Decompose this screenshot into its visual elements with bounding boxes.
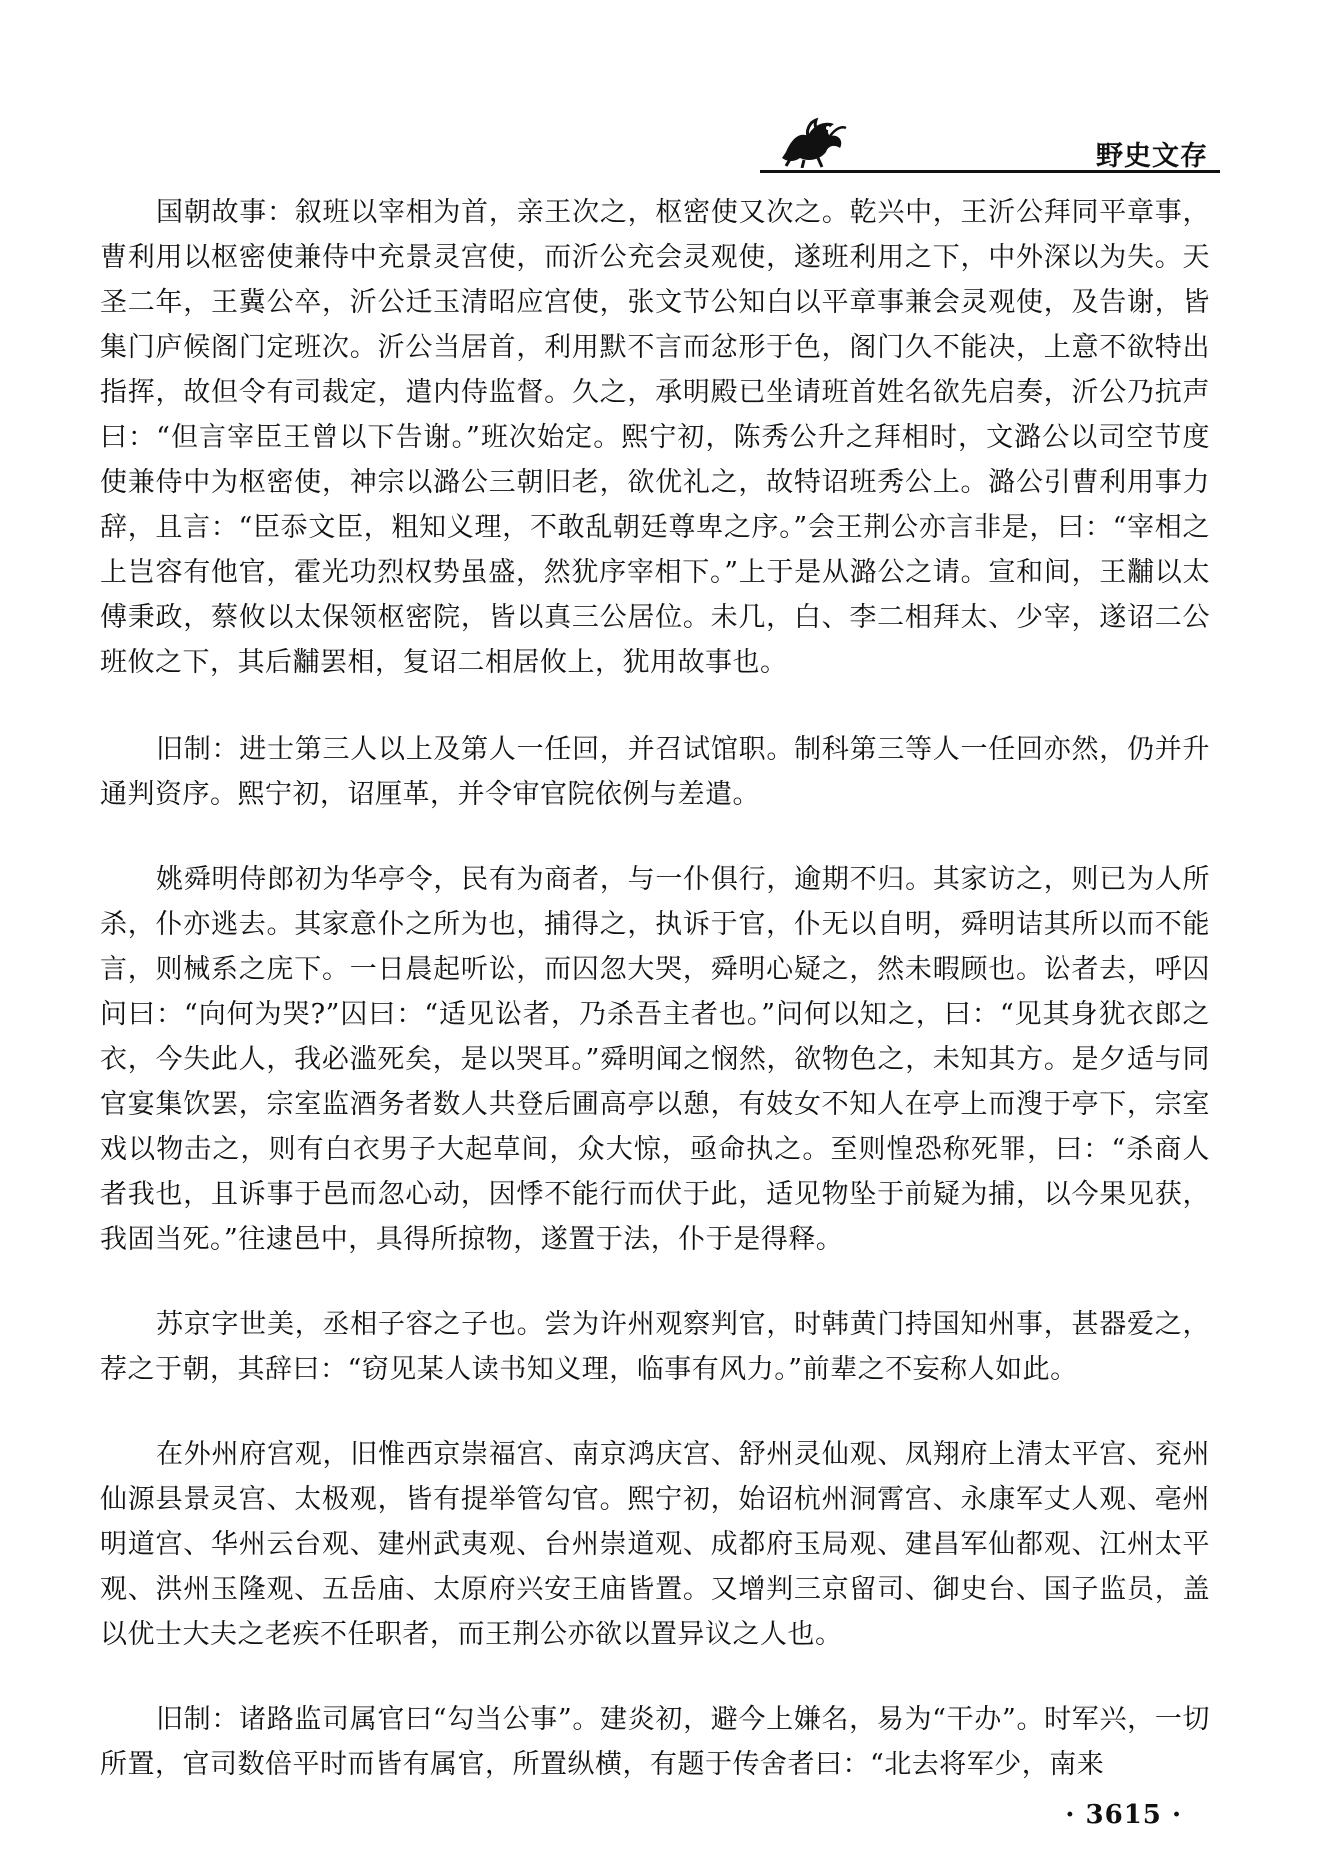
dragon-emblem-icon xyxy=(778,112,848,168)
running-header xyxy=(760,112,1220,182)
header-rule xyxy=(760,170,1220,173)
book-title: 野史文存 xyxy=(1096,141,1208,172)
paragraph-jinshi: 旧制：进士第三人以上及第人一任回，并召试馆职。制科第三等人一任回亦然，仍并升通判资序。熙宁初，诏厘革，并令审官院依例与差遣。 xyxy=(100,734,1210,810)
paragraph-old-system: 旧制：诸路监司属官曰“勾当公事”。建炎初，避今上嫌名，易为“干办”。时军兴，一切所置，官司数倍平时而皆有属官，所置纵横，有题于传舍者曰：“北去将军少，南来 xyxy=(100,1704,1210,1780)
paragraph-precedence: 国朝故事：叙班以宰相为首，亲王次之，枢密使又次之。乾兴中，王沂公拜同平章事，曹利用以枢密使兼侍中充景灵宫使，而沂公充会灵观使，遂班利用之下，中外深以为失。天圣二年，王冀公卒，沂公迁玉清昭应宫使，张文节公知白以平章事兼会灵观使，及告谢，皆集门庐候阁门定班次。沂公当居首，利用默不言而忿形于色，阁门久不能决，上意不欲特出指挥，故但令有司裁定，遣内侍监督。久之，承明殿已坐请班首姓名欲先启奏，沂公乃抗声曰：“但言宰臣王曾以下告谢。”班次始定。熙宁初，陈秀公升之拜相时，文潞公以司空节度使兼侍中为枢密使，神宗以潞公三朝旧老，欲优礼之，故特诏班秀公上。潞公引曹利用事力辞，且言：“臣忝文臣，粗知义理，不敢乱朝廷尊卑之序。”会王荆公亦言非是，曰：“宰相之上岂容有他官，霍光功烈权势虽盛，然犹序宰相下。”上于是从潞公之请。宣和间，王黼以太傅秉政，蔡攸以太保领枢密院，皆以真三公居位。未几，白、李二相拜太、少宰，遂诏二公班攸之下，其后黼罢相，复诏二相居攸上，犹用故事也。 xyxy=(100,197,1210,678)
paragraph-temples: 在外州府宫观，旧惟西京崇福宫、南京鸿庆宫、舒州灵仙观、凤翔府上清太平宫、兖州仙源县景灵宫、太极观，皆有提举管勾官。熙宁初，始诏杭州洞霄宫、永康军丈人观、亳州明道宫、华州云台观、建州武夷观、台州崇道观、成都府玉局观、建昌军仙都观、江州太平观、洪州玉隆观、五岳庙、太原府兴安王庙皆置。又增判三京留司、御史台、国子监员，盖以优士大夫之老疾不任职者，而王荆公亦欲以置异议之人也。 xyxy=(100,1439,1210,1650)
paragraph-yao-shunming: 姚舜明侍郎初为华亭令，民有为商者，与一仆俱行，逾期不归。其家访之，则已为人所杀，仆亦逃去。其家意仆之所为也，捕得之，执诉于官，仆无以自明，舜明诘其所以而不能言，则械系之庑下。一日晨起听讼，而囚忽大哭，舜明心疑之，然未暇顾也。讼者去，呼囚问曰：“向何为哭?”囚曰：“适见讼者，乃杀吾主者也。”问何以知之，曰：“见其身犹衣郎之衣，今失此人，我必滥死矣，是以哭耳。”舜明闻之悯然，欲物色之，未知其方。是夕适与同官宴集饮罢，宗室监酒务者数人共登后圃高亭以憩，有妓女不知人在亭上而溲于亭下，宗室戏以物击之，则有白衣男子大起草间，众大惊，亟命执之。至则惶恐称死罪，曰：“杀商人者我也，且诉事于邑而忽心动，因悸不能行而伏于此，适见物坠于前疑为捕，以今果见获，我固当死。”往逮邑中，具得所掠物，遂置于法，仆于是得释。 xyxy=(100,864,1210,1255)
paragraph-su-jing: 苏京字世美，丞相子容之子也。尝为许州观察判官，时韩黄门持国知州事，甚器爱之，荐之于朝，其辞曰：“窃见某人读书知义理，临事有风力。”前辈之不妄称人如此。 xyxy=(100,1309,1210,1385)
body-text xyxy=(100,190,1210,1827)
page-number: · 3615 · xyxy=(1065,1800,1182,1830)
